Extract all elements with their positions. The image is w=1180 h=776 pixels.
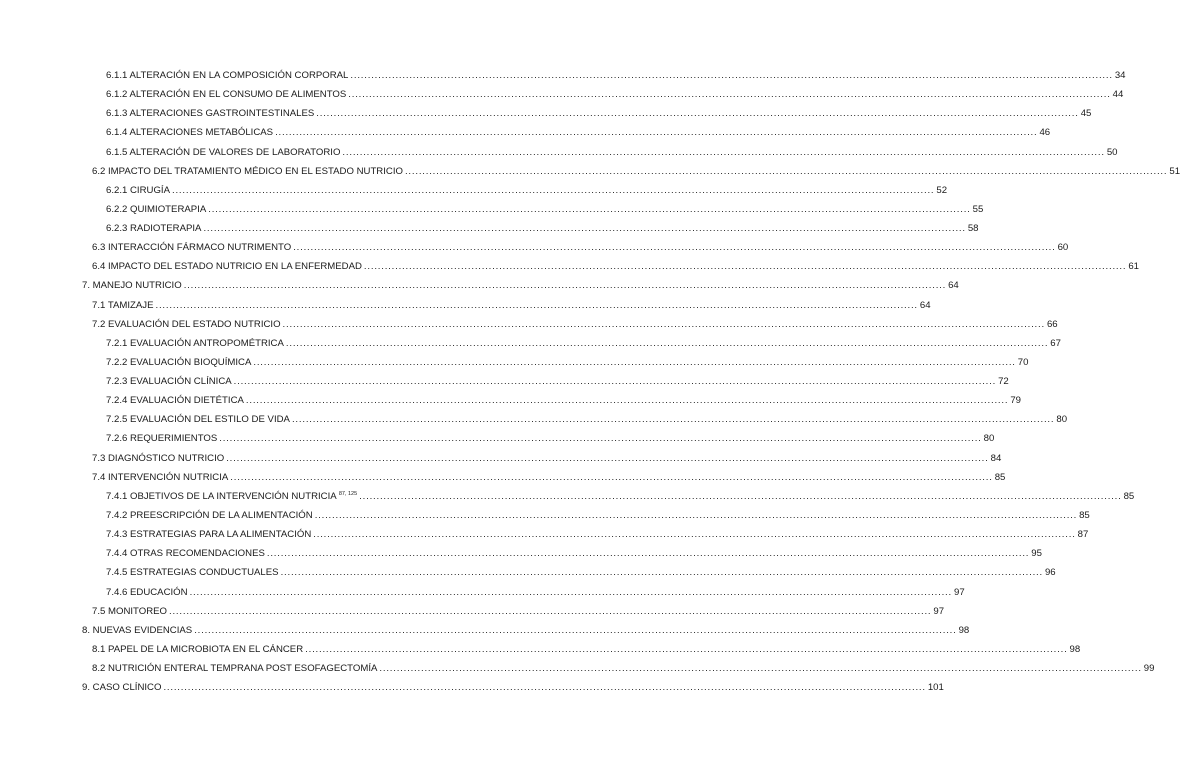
toc-dot-leader: ............................................................................................................................................................................................................................ bbox=[253, 356, 1016, 368]
toc-entry-title: 7.4 INTERVENCIÓN NUTRICIA bbox=[92, 471, 229, 483]
toc-entry[interactable] bbox=[106, 529, 1089, 543]
toc-dot-leader: ............................................................................................................................................................................................................................ bbox=[350, 70, 1113, 81]
toc-dot-leader: ............................................................................................................................................................................................................................ bbox=[342, 146, 1105, 158]
toc-entry[interactable] bbox=[82, 682, 944, 696]
toc-entry[interactable] bbox=[106, 395, 1021, 409]
toc-entry[interactable] bbox=[92, 663, 1155, 677]
toc-entry-title: 6.2 IMPACTO DEL TRATAMIENTO MÉDICO EN EL ESTADO NUTRICIO bbox=[92, 165, 403, 177]
toc-dot-leader: ............................................................................................................................................................................................................................ bbox=[359, 490, 1122, 502]
toc-entry-label bbox=[106, 108, 314, 119]
toc-entry-label bbox=[106, 223, 201, 234]
toc-entry-label bbox=[92, 261, 362, 272]
toc-entry[interactable] bbox=[92, 242, 1069, 256]
toc-dot-leader: ............................................................................................................................................................................................................................ bbox=[266, 548, 1030, 560]
toc-entry[interactable] bbox=[106, 203, 984, 218]
toc-dot-leader: ............................................................................................................................................................................................................................ bbox=[404, 165, 1168, 177]
toc-entry-label bbox=[92, 472, 228, 483]
toc-dot-leader: ............................................................................................................................................................................................................................ bbox=[189, 586, 952, 598]
toc-page-number: 98 bbox=[1069, 643, 1081, 655]
toc-entry-label bbox=[106, 433, 217, 444]
toc-entry[interactable] bbox=[92, 605, 945, 620]
toc-entry[interactable] bbox=[92, 452, 1002, 467]
toc-page-number: 79 bbox=[1010, 395, 1021, 407]
toc-entry[interactable] bbox=[106, 127, 1051, 141]
toc-entry-label bbox=[106, 376, 232, 387]
toc-entry-label bbox=[106, 338, 284, 349]
toc-page-number: 87 bbox=[1077, 529, 1089, 541]
toc-page-number: 61 bbox=[1128, 261, 1139, 273]
toc-page-number: 101 bbox=[927, 682, 944, 694]
toc-dot-leader: ............................................................................................................................................................................................................................ bbox=[280, 567, 1043, 579]
toc-entry-label bbox=[106, 529, 311, 540]
toc-dot-leader: ............................................................................................................................................................................................................................ bbox=[293, 242, 1056, 254]
toc-entry-title: 6.1.2 ALTERACIÓN EN EL CONSUMO DE ALIMENTOS bbox=[106, 89, 347, 101]
toc-entry[interactable] bbox=[82, 624, 970, 639]
toc-entry-label bbox=[106, 357, 251, 368]
toc-entry-label bbox=[92, 644, 303, 655]
toc-entry-title: 7.5 MONITOREO bbox=[92, 605, 167, 617]
toc-entry[interactable] bbox=[92, 165, 1180, 180]
toc-entry[interactable] bbox=[92, 299, 931, 314]
toc-dot-leader: ............................................................................................................................................................................................................................ bbox=[291, 414, 1055, 426]
toc-entry-label bbox=[92, 453, 224, 464]
toc-entry-title: 6.2.2 QUIMIOTERAPIA bbox=[106, 203, 207, 215]
toc-entry-title: 6.1.3 ALTERACIONES GASTROINTESTINALES bbox=[106, 108, 315, 120]
toc-page-number: 96 bbox=[1044, 567, 1056, 579]
toc-entry-label bbox=[106, 395, 244, 406]
toc-page-number: 84 bbox=[990, 452, 1002, 464]
toc-page-number: 80 bbox=[1056, 414, 1068, 426]
toc-page-number: 98 bbox=[958, 624, 970, 636]
toc-entry-label bbox=[82, 625, 192, 636]
toc-page-number: 50 bbox=[1106, 146, 1118, 158]
toc-dot-leader: ............................................................................................................................................................................................................................ bbox=[230, 471, 993, 483]
toc-dot-leader: ............................................................................................................................................................................................................................ bbox=[282, 318, 1045, 330]
toc-page-number: 55 bbox=[972, 203, 984, 215]
toc-entry[interactable] bbox=[106, 414, 1068, 428]
toc-entry-title: 7.2 EVALUACIÓN DEL ESTADO NUTRICIO bbox=[92, 318, 281, 330]
toc-page-number: 85 bbox=[994, 471, 1006, 483]
toc-dot-leader: ............................................................................................................................................................................................................................ bbox=[316, 108, 1079, 120]
toc-entry[interactable] bbox=[106, 89, 1124, 103]
toc-page-number: 46 bbox=[1039, 127, 1051, 139]
toc-page-number: 44 bbox=[1112, 89, 1124, 101]
toc-page-number: 99 bbox=[1143, 663, 1155, 675]
toc-entry-title: 7.2.3 EVALUACIÓN CLÍNICA bbox=[106, 376, 232, 388]
toc-dot-leader: ............................................................................................................................................................................................................................ bbox=[226, 452, 989, 464]
toc-entry-label bbox=[106, 147, 340, 158]
toc-entry-label bbox=[106, 548, 265, 559]
toc-entry-label bbox=[106, 89, 346, 100]
toc-entry[interactable] bbox=[106, 433, 995, 447]
toc-entry[interactable] bbox=[106, 509, 1090, 524]
toc-entry[interactable] bbox=[92, 318, 1058, 333]
toc-entry-title: 7.2.2 EVALUACIÓN BIOQUÍMICA bbox=[106, 356, 252, 368]
toc-entry-title: 7.2.6 REQUERIMIENTOS bbox=[106, 433, 218, 445]
toc-page-number: 34 bbox=[1114, 70, 1126, 81]
toc-entry-label bbox=[106, 567, 279, 578]
toc-entry-label bbox=[106, 510, 313, 521]
toc-entry-title: 7.4.6 EDUCACIÓN bbox=[106, 586, 188, 598]
toc-entry[interactable] bbox=[92, 471, 1006, 486]
toc-entry-title: 7.1 TAMIZAJE bbox=[92, 299, 154, 311]
toc-page-number: 70 bbox=[1017, 356, 1029, 368]
toc-entry-title: 7.4.4 OTRAS RECOMENDACIONES bbox=[106, 548, 265, 560]
toc-entry-label bbox=[82, 280, 182, 291]
toc-dot-leader: ............................................................................................................................................................................................................................ bbox=[169, 605, 932, 617]
toc-entry[interactable] bbox=[82, 280, 959, 294]
toc-entry-title: 7. MANEJO NUTRICIO bbox=[82, 280, 182, 292]
toc-page-number: 95 bbox=[1031, 548, 1042, 560]
toc-entry-title: 6.1.5 ALTERACIÓN DE VALORES DE LABORATORIO bbox=[106, 146, 341, 158]
toc-page-number: 58 bbox=[967, 223, 979, 235]
toc-dot-leader: ............................................................................................................................................................................................................................ bbox=[163, 682, 926, 694]
toc-entry-label bbox=[106, 204, 206, 215]
toc-entry[interactable] bbox=[106, 567, 1056, 581]
toc-dot-leader: ............................................................................................................................................................................................................................ bbox=[348, 89, 1111, 101]
toc-entry-title: 6.2.1 CIRUGÍA bbox=[106, 184, 170, 196]
toc-dot-leader: ............................................................................................................................................................................................................................ bbox=[171, 184, 935, 196]
toc-dot-leader: ............................................................................................................................................................................................................................ bbox=[208, 203, 971, 215]
toc-entry-title: 8.1 PAPEL DE LA MICROBIOTA EN EL CÁNCER bbox=[92, 643, 304, 655]
toc-entry-label bbox=[106, 70, 348, 81]
toc-entry-title: 9. CASO CLÍNICO bbox=[82, 682, 162, 694]
toc-page-number: 45 bbox=[1080, 108, 1092, 120]
toc-entry[interactable] bbox=[106, 490, 1135, 505]
toc-entry-title: 8. NUEVAS EVIDENCIAS bbox=[82, 624, 193, 636]
toc-dot-leader: ............................................................................................................................................................................................................................ bbox=[233, 376, 997, 388]
toc-entry[interactable] bbox=[106, 337, 1061, 352]
toc-page-number: 67 bbox=[1050, 337, 1061, 349]
toc-entry[interactable] bbox=[106, 184, 948, 199]
toc-entry[interactable] bbox=[106, 223, 979, 237]
toc-entry-label bbox=[106, 414, 290, 425]
toc-entry-label bbox=[106, 127, 273, 138]
toc-dot-leader: ............................................................................................................................................................................................................................ bbox=[245, 395, 1009, 407]
toc-entry-label bbox=[92, 663, 377, 674]
toc-entry-label bbox=[92, 319, 281, 330]
toc-entry-label bbox=[92, 300, 154, 311]
toc-entry-label bbox=[106, 491, 357, 502]
toc-entry-title: 7.4.3 ESTRATEGIAS PARA LA ALIMENTACIÓN bbox=[106, 529, 312, 541]
toc-entry-title: 7.2.5 EVALUACIÓN DEL ESTILO DE VIDA bbox=[106, 414, 290, 426]
toc-dot-leader: ............................................................................................................................................................................................................................ bbox=[219, 433, 982, 445]
toc-dot-leader: ............................................................................................................................................................................................................................ bbox=[314, 509, 1078, 521]
toc-entry-title: 6.3 INTERACCIÓN FÁRMACO NUTRIMENTO bbox=[92, 242, 292, 254]
toc-page-number: 85 bbox=[1079, 509, 1090, 521]
toc-entry-title: 6.1.1 ALTERACIÓN EN LA COMPOSICIÓN CORPORAL bbox=[106, 70, 349, 81]
toc-entry-title: 6.4 IMPACTO DEL ESTADO NUTRICIO EN LA ENFERMEDAD bbox=[92, 261, 362, 273]
toc-entry-label bbox=[92, 606, 167, 617]
toc-entry[interactable] bbox=[106, 146, 1118, 161]
toc-entry[interactable] bbox=[92, 261, 1139, 275]
toc-page-number: 64 bbox=[948, 280, 959, 292]
toc-dot-leader: ............................................................................................................................................................................................................................ bbox=[285, 337, 1049, 349]
toc-page-number: 52 bbox=[936, 184, 948, 196]
toc-page-number: 72 bbox=[998, 376, 1009, 388]
toc-entry-title: 6.2.3 RADIOTERAPIA bbox=[106, 223, 202, 235]
toc-dot-leader: ............................................................................................................................................................................................................................ bbox=[305, 643, 1068, 655]
toc-entry[interactable] bbox=[106, 108, 1092, 122]
toc-dot-leader: ............................................................................................................................................................................................................................ bbox=[379, 663, 1142, 675]
toc-page-number: 66 bbox=[1046, 318, 1058, 330]
toc-dot-leader: ............................................................................................................................................................................................................................ bbox=[155, 299, 918, 311]
toc-page-number: 60 bbox=[1057, 242, 1069, 254]
toc-entry-label bbox=[106, 185, 170, 196]
toc-entry[interactable] bbox=[106, 548, 1042, 562]
toc-dot-leader: ............................................................................................................................................................................................................................ bbox=[363, 261, 1127, 273]
toc-entry[interactable] bbox=[106, 356, 1029, 371]
toc-entry-citation: 87, 125 bbox=[338, 490, 358, 497]
toc-dot-leader: ............................................................................................................................................................................................................................ bbox=[183, 280, 947, 292]
toc-entry[interactable] bbox=[92, 643, 1081, 658]
toc-entry-title: 6.1.4 ALTERACIONES METABÓLICAS bbox=[106, 127, 274, 139]
toc-page-number: 85 bbox=[1123, 490, 1135, 502]
toc-page-number: 64 bbox=[919, 299, 931, 311]
toc-entry[interactable] bbox=[106, 70, 1126, 84]
toc-entry-label bbox=[92, 242, 291, 253]
toc-page-number: 97 bbox=[933, 605, 945, 617]
toc-entry-title: 7.4.5 ESTRATEGIAS CONDUCTUALES bbox=[106, 567, 279, 579]
toc-page-number: 97 bbox=[953, 586, 965, 598]
toc-entry[interactable] bbox=[106, 586, 965, 601]
toc-entry-title: 7.2.4 EVALUACIÓN DIETÉTICA bbox=[106, 395, 244, 407]
toc-page-number: 51 bbox=[1169, 165, 1180, 177]
toc-entry-label bbox=[106, 587, 188, 598]
toc-dot-leader: ............................................................................................................................................................................................................................ bbox=[313, 529, 1076, 541]
toc-page-number: 80 bbox=[983, 433, 995, 445]
toc-dot-leader: ............................................................................................................................................................................................................................ bbox=[194, 624, 957, 636]
toc-dot-leader: ............................................................................................................................................................................................................................ bbox=[275, 127, 1038, 139]
toc-dot-leader: ............................................................................................................................................................................................................................ bbox=[203, 223, 966, 235]
toc-entry-label bbox=[82, 682, 161, 693]
toc-entry-label bbox=[92, 166, 403, 177]
toc-entry-title: 7.3 DIAGNÓSTICO NUTRICIO bbox=[92, 452, 225, 464]
toc-entry[interactable] bbox=[106, 376, 1009, 390]
toc-entry-title: 7.4.2 PREESCRIPCIÓN DE LA ALIMENTACIÓN bbox=[106, 509, 313, 521]
toc-entry-title: 7.4.1 OBJETIVOS DE LA INTERVENCIÓN NUTRICIA bbox=[106, 490, 337, 502]
toc-entry-title: 8.2 NUTRICIÓN ENTERAL TEMPRANA POST ESOFAGECTOMÍA bbox=[92, 663, 378, 675]
toc-entry-title: 7.2.1 EVALUACIÓN ANTROPOMÉTRICA bbox=[106, 337, 284, 349]
